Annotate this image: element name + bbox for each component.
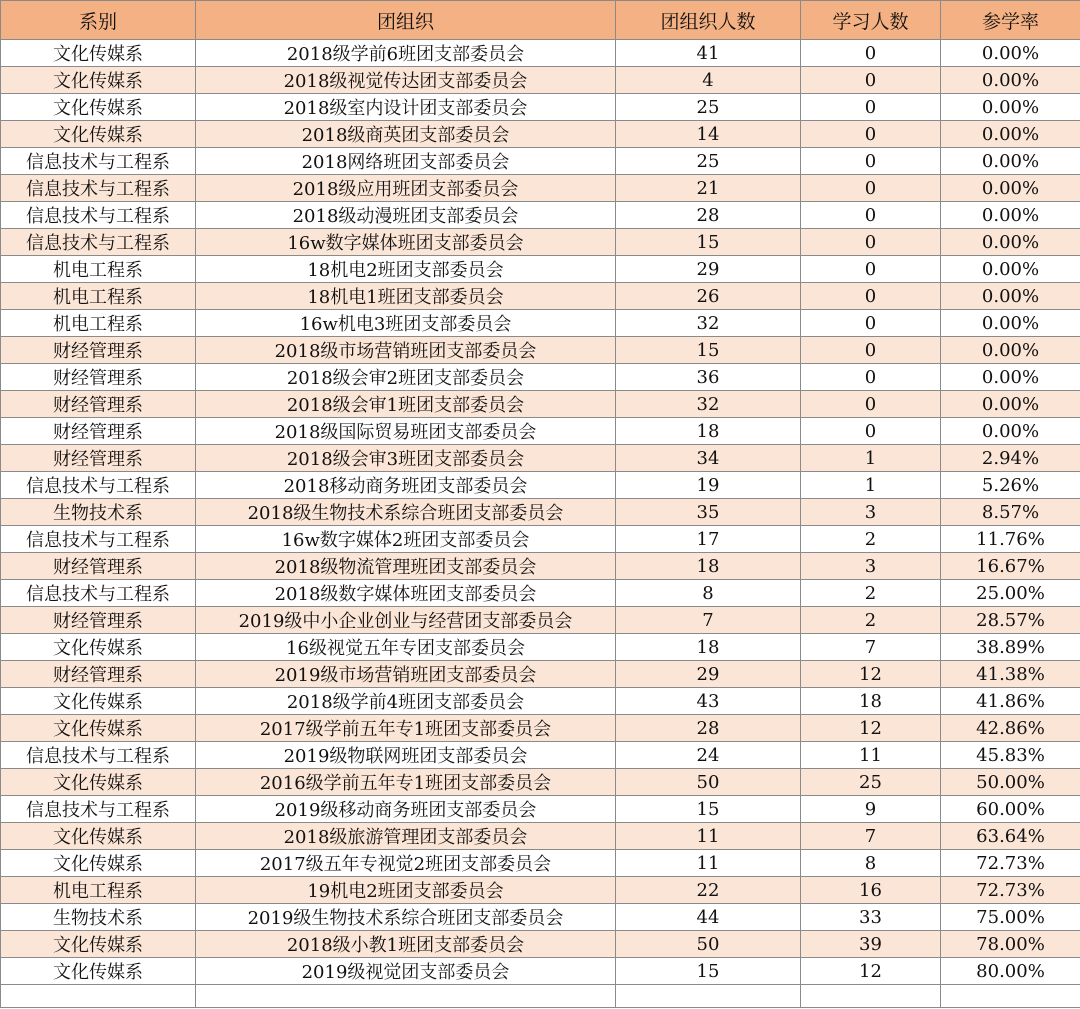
table-row — [1, 634, 1080, 661]
cell-member-count: 15 — [616, 796, 801, 823]
cell-member-count: 41 — [616, 40, 801, 67]
cell-organization: 2018级物流管理班团支部委员会 — [196, 553, 616, 580]
cell-organization: 2018级商英团支部委员会 — [196, 121, 616, 148]
table-row — [1, 958, 1080, 985]
cell-organization: 2018级国际贸易班团支部委员会 — [196, 418, 616, 445]
empty-cell — [1, 985, 196, 1008]
cell-learner-count: 7 — [801, 823, 941, 850]
cell-participation-rate: 45.83% — [941, 742, 1080, 769]
cell-learner-count: 18 — [801, 688, 941, 715]
cell-organization: 2018级小教1班团支部委员会 — [196, 931, 616, 958]
cell-organization: 2018级会审2班团支部委员会 — [196, 364, 616, 391]
cell-learner-count: 0 — [801, 310, 941, 337]
column-header-learner-count: 学习人数 — [801, 1, 941, 40]
cell-learner-count: 0 — [801, 391, 941, 418]
cell-department: 信息技术与工程系 — [1, 742, 196, 769]
table-row — [1, 391, 1080, 418]
cell-participation-rate: 72.73% — [941, 850, 1080, 877]
cell-participation-rate: 0.00% — [941, 40, 1080, 67]
table-row — [1, 499, 1080, 526]
table-row — [1, 67, 1080, 94]
cell-learner-count: 12 — [801, 661, 941, 688]
cell-participation-rate: 80.00% — [941, 958, 1080, 985]
cell-member-count: 25 — [616, 148, 801, 175]
table-row — [1, 823, 1080, 850]
table-row — [1, 94, 1080, 121]
cell-organization: 16级视觉五年专团支部委员会 — [196, 634, 616, 661]
cell-department: 机电工程系 — [1, 256, 196, 283]
cell-organization: 2019级物联网班团支部委员会 — [196, 742, 616, 769]
cell-learner-count: 1 — [801, 472, 941, 499]
table-row — [1, 688, 1080, 715]
cell-participation-rate: 0.00% — [941, 175, 1080, 202]
table-row — [1, 526, 1080, 553]
cell-member-count: 21 — [616, 175, 801, 202]
cell-department: 财经管理系 — [1, 661, 196, 688]
cell-member-count: 29 — [616, 661, 801, 688]
cell-department: 生物技术系 — [1, 499, 196, 526]
cell-department: 文化传媒系 — [1, 94, 196, 121]
cell-department: 财经管理系 — [1, 553, 196, 580]
cell-department: 文化传媒系 — [1, 715, 196, 742]
table-row — [1, 553, 1080, 580]
table-row — [1, 40, 1080, 67]
table-body — [1, 40, 1080, 1008]
cell-learner-count: 0 — [801, 121, 941, 148]
cell-learner-count: 0 — [801, 418, 941, 445]
cell-organization: 2018级会审3班团支部委员会 — [196, 445, 616, 472]
table-row — [1, 337, 1080, 364]
cell-department: 信息技术与工程系 — [1, 796, 196, 823]
cell-department: 文化传媒系 — [1, 958, 196, 985]
table-row — [1, 742, 1080, 769]
cell-participation-rate: 0.00% — [941, 364, 1080, 391]
cell-participation-rate: 8.57% — [941, 499, 1080, 526]
table-row — [1, 769, 1080, 796]
cell-participation-rate: 60.00% — [941, 796, 1080, 823]
cell-department: 文化传媒系 — [1, 67, 196, 94]
column-header-organization: 团组织 — [196, 1, 616, 40]
cell-learner-count: 8 — [801, 850, 941, 877]
cell-member-count: 28 — [616, 202, 801, 229]
table-row — [1, 850, 1080, 877]
cell-learner-count: 2 — [801, 580, 941, 607]
cell-organization: 2018级学前4班团支部委员会 — [196, 688, 616, 715]
cell-organization: 2018级数字媒体班团支部委员会 — [196, 580, 616, 607]
cell-learner-count: 0 — [801, 256, 941, 283]
cell-member-count: 44 — [616, 904, 801, 931]
cell-organization: 2018级旅游管理团支部委员会 — [196, 823, 616, 850]
cell-department: 信息技术与工程系 — [1, 229, 196, 256]
empty-cell — [196, 985, 616, 1008]
cell-department: 信息技术与工程系 — [1, 526, 196, 553]
cell-participation-rate: 11.76% — [941, 526, 1080, 553]
table-row — [1, 472, 1080, 499]
cell-organization: 2019级市场营销班团支部委员会 — [196, 661, 616, 688]
cell-organization: 2019级视觉团支部委员会 — [196, 958, 616, 985]
cell-member-count: 15 — [616, 229, 801, 256]
cell-department: 文化传媒系 — [1, 634, 196, 661]
cell-learner-count: 0 — [801, 94, 941, 121]
cell-participation-rate: 72.73% — [941, 877, 1080, 904]
cell-member-count: 24 — [616, 742, 801, 769]
cell-organization: 18机电1班团支部委员会 — [196, 283, 616, 310]
cell-organization: 2018级市场营销班团支部委员会 — [196, 337, 616, 364]
cell-member-count: 36 — [616, 364, 801, 391]
cell-member-count: 15 — [616, 958, 801, 985]
cell-member-count: 15 — [616, 337, 801, 364]
cell-learner-count: 7 — [801, 634, 941, 661]
cell-department: 财经管理系 — [1, 364, 196, 391]
cell-organization: 2018级室内设计团支部委员会 — [196, 94, 616, 121]
cell-department: 文化传媒系 — [1, 823, 196, 850]
cell-learner-count: 9 — [801, 796, 941, 823]
cell-participation-rate: 41.86% — [941, 688, 1080, 715]
cell-department: 文化传媒系 — [1, 931, 196, 958]
cell-participation-rate: 0.00% — [941, 337, 1080, 364]
cell-organization: 2019级中小企业创业与经营团支部委员会 — [196, 607, 616, 634]
cell-organization: 16w数字媒体2班团支部委员会 — [196, 526, 616, 553]
cell-organization: 2018移动商务班团支部委员会 — [196, 472, 616, 499]
cell-participation-rate: 5.26% — [941, 472, 1080, 499]
cell-learner-count: 39 — [801, 931, 941, 958]
cell-member-count: 18 — [616, 634, 801, 661]
table-row — [1, 796, 1080, 823]
cell-learner-count: 0 — [801, 67, 941, 94]
table-row — [1, 364, 1080, 391]
table-row — [1, 229, 1080, 256]
table-row — [1, 877, 1080, 904]
cell-department: 财经管理系 — [1, 418, 196, 445]
cell-participation-rate: 38.89% — [941, 634, 1080, 661]
cell-department: 机电工程系 — [1, 877, 196, 904]
cell-participation-rate: 63.64% — [941, 823, 1080, 850]
cell-organization: 2017级学前五年专1班团支部委员会 — [196, 715, 616, 742]
cell-learner-count: 0 — [801, 364, 941, 391]
cell-member-count: 35 — [616, 499, 801, 526]
table-row — [1, 175, 1080, 202]
table-row — [1, 580, 1080, 607]
column-header-participation-rate: 参学率 — [941, 1, 1080, 40]
table-row — [1, 148, 1080, 175]
cell-participation-rate: 0.00% — [941, 67, 1080, 94]
empty-cell — [616, 985, 801, 1008]
table-row — [1, 607, 1080, 634]
cell-participation-rate: 0.00% — [941, 148, 1080, 175]
cell-participation-rate: 16.67% — [941, 553, 1080, 580]
cell-organization: 2019级生物技术系综合班团支部委员会 — [196, 904, 616, 931]
cell-member-count: 43 — [616, 688, 801, 715]
table-row — [1, 202, 1080, 229]
cell-member-count: 11 — [616, 850, 801, 877]
cell-learner-count: 16 — [801, 877, 941, 904]
cell-department: 财经管理系 — [1, 607, 196, 634]
cell-learner-count: 0 — [801, 229, 941, 256]
cell-member-count: 50 — [616, 769, 801, 796]
cell-department: 财经管理系 — [1, 391, 196, 418]
cell-participation-rate: 0.00% — [941, 418, 1080, 445]
cell-member-count: 25 — [616, 94, 801, 121]
cell-department: 机电工程系 — [1, 283, 196, 310]
empty-cell — [941, 985, 1080, 1008]
cell-member-count: 11 — [616, 823, 801, 850]
cell-department: 信息技术与工程系 — [1, 148, 196, 175]
cell-learner-count: 0 — [801, 40, 941, 67]
cell-participation-rate: 0.00% — [941, 283, 1080, 310]
cell-member-count: 29 — [616, 256, 801, 283]
cell-member-count: 32 — [616, 310, 801, 337]
cell-organization: 2018级生物技术系综合班团支部委员会 — [196, 499, 616, 526]
cell-department: 信息技术与工程系 — [1, 472, 196, 499]
cell-participation-rate: 75.00% — [941, 904, 1080, 931]
cell-department: 机电工程系 — [1, 310, 196, 337]
cell-participation-rate: 42.86% — [941, 715, 1080, 742]
table-row — [1, 931, 1080, 958]
cell-member-count: 14 — [616, 121, 801, 148]
cell-department: 信息技术与工程系 — [1, 202, 196, 229]
cell-member-count: 18 — [616, 418, 801, 445]
cell-participation-rate: 25.00% — [941, 580, 1080, 607]
cell-participation-rate: 0.00% — [941, 202, 1080, 229]
cell-organization: 19机电2班团支部委员会 — [196, 877, 616, 904]
cell-participation-rate: 28.57% — [941, 607, 1080, 634]
table-row — [1, 418, 1080, 445]
cell-member-count: 32 — [616, 391, 801, 418]
empty-row — [1, 985, 1080, 1008]
table-row — [1, 661, 1080, 688]
cell-organization: 2018级动漫班团支部委员会 — [196, 202, 616, 229]
cell-member-count: 34 — [616, 445, 801, 472]
cell-learner-count: 12 — [801, 715, 941, 742]
cell-member-count: 19 — [616, 472, 801, 499]
table-row — [1, 904, 1080, 931]
cell-learner-count: 2 — [801, 607, 941, 634]
cell-learner-count: 3 — [801, 499, 941, 526]
column-header-department: 系别 — [1, 1, 196, 40]
cell-member-count: 26 — [616, 283, 801, 310]
cell-department: 文化传媒系 — [1, 121, 196, 148]
cell-member-count: 4 — [616, 67, 801, 94]
cell-learner-count: 0 — [801, 148, 941, 175]
cell-participation-rate: 0.00% — [941, 256, 1080, 283]
cell-organization: 2018级会审1班团支部委员会 — [196, 391, 616, 418]
cell-participation-rate: 41.38% — [941, 661, 1080, 688]
cell-learner-count: 0 — [801, 202, 941, 229]
cell-learner-count: 12 — [801, 958, 941, 985]
cell-participation-rate: 0.00% — [941, 94, 1080, 121]
cell-learner-count: 33 — [801, 904, 941, 931]
cell-learner-count: 11 — [801, 742, 941, 769]
cell-participation-rate: 2.94% — [941, 445, 1080, 472]
cell-learner-count: 0 — [801, 283, 941, 310]
column-header-member-count: 团组织人数 — [616, 1, 801, 40]
cell-department: 文化传媒系 — [1, 688, 196, 715]
table-row — [1, 715, 1080, 742]
cell-organization: 2017级五年专视觉2班团支部委员会 — [196, 850, 616, 877]
cell-department: 生物技术系 — [1, 904, 196, 931]
cell-participation-rate: 78.00% — [941, 931, 1080, 958]
cell-learner-count: 1 — [801, 445, 941, 472]
cell-participation-rate: 50.00% — [941, 769, 1080, 796]
cell-organization: 18机电2班团支部委员会 — [196, 256, 616, 283]
cell-learner-count: 0 — [801, 175, 941, 202]
cell-department: 信息技术与工程系 — [1, 580, 196, 607]
cell-organization: 2018级应用班团支部委员会 — [196, 175, 616, 202]
table-row — [1, 283, 1080, 310]
cell-member-count: 18 — [616, 553, 801, 580]
cell-learner-count: 2 — [801, 526, 941, 553]
cell-member-count: 22 — [616, 877, 801, 904]
cell-learner-count: 25 — [801, 769, 941, 796]
cell-learner-count: 0 — [801, 337, 941, 364]
cell-organization: 2019级移动商务班团支部委员会 — [196, 796, 616, 823]
cell-member-count: 8 — [616, 580, 801, 607]
cell-department: 文化传媒系 — [1, 850, 196, 877]
cell-department: 信息技术与工程系 — [1, 175, 196, 202]
cell-department: 文化传媒系 — [1, 40, 196, 67]
cell-participation-rate: 0.00% — [941, 391, 1080, 418]
cell-learner-count: 3 — [801, 553, 941, 580]
cell-member-count: 28 — [616, 715, 801, 742]
cell-organization: 2018级视觉传达团支部委员会 — [196, 67, 616, 94]
cell-organization: 2016级学前五年专1班团支部委员会 — [196, 769, 616, 796]
table-row — [1, 256, 1080, 283]
table-row — [1, 121, 1080, 148]
cell-department: 财经管理系 — [1, 337, 196, 364]
cell-department: 文化传媒系 — [1, 769, 196, 796]
cell-participation-rate: 0.00% — [941, 229, 1080, 256]
cell-member-count: 7 — [616, 607, 801, 634]
table-row — [1, 310, 1080, 337]
cell-participation-rate: 0.00% — [941, 121, 1080, 148]
cell-organization: 16w数字媒体班团支部委员会 — [196, 229, 616, 256]
cell-participation-rate: 0.00% — [941, 310, 1080, 337]
cell-department: 财经管理系 — [1, 445, 196, 472]
cell-organization: 2018级学前6班团支部委员会 — [196, 40, 616, 67]
empty-cell — [801, 985, 941, 1008]
cell-member-count: 50 — [616, 931, 801, 958]
table-row — [1, 445, 1080, 472]
cell-organization: 2018网络班团支部委员会 — [196, 148, 616, 175]
cell-organization: 16w机电3班团支部委员会 — [196, 310, 616, 337]
cell-member-count: 17 — [616, 526, 801, 553]
header-row — [1, 1, 1080, 40]
